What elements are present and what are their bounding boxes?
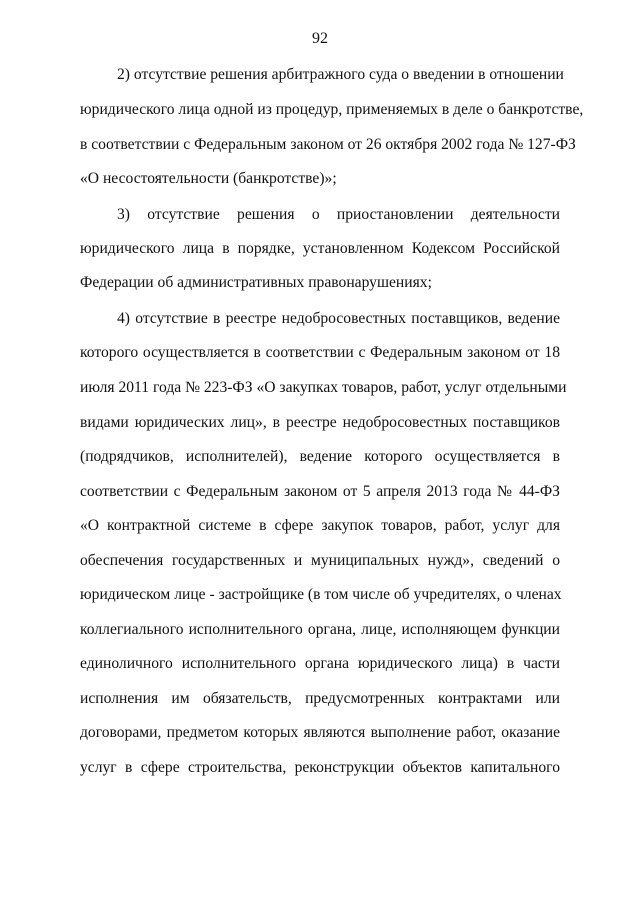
text-line: исполнения им обязательств, предусмотренных контрактами или: [80, 690, 560, 707]
text-line: в соответствии с Федеральным законом от 26 октября 2002 года № 127-ФЗ: [80, 136, 576, 153]
text-line: июля 2011 года № 223-ФЗ «О закупках товаров, работ, услуг отдельными: [80, 379, 567, 396]
text-line: «О несостоятельности (банкротстве)»;: [80, 170, 337, 187]
text-line: юридического лица одной из процедур, применяемых в деле о банкротстве,: [80, 101, 584, 118]
text-line: «О контрактной системе в сфере закупок товаров, работ, услуг для: [80, 517, 560, 534]
text-line: юридическом лице - застройщике (в том числе об учредителях, о членах: [80, 586, 562, 603]
text-line: которого осуществляется в соответствии с Федеральным законом от 18: [80, 344, 560, 361]
text-line: 3) отсутствие решения о приостановлении деятельности: [117, 206, 560, 223]
text-line: соответствии с Федеральным законом от 5 апреля 2013 года № 44-ФЗ: [80, 483, 560, 500]
text-line: единоличного исполнительного органа юридического лица) в части: [80, 655, 560, 672]
text-line: видами юридических лиц», в реестре недобросовестных поставщиков: [80, 414, 560, 431]
text-line: (подрядчиков, исполнителей), ведение которого осуществляется в: [80, 448, 560, 465]
text-line: Федерации об административных правонарушениях;: [80, 274, 432, 291]
text-line: 2) отсутствие решения арбитражного суда о введении в отношении: [117, 66, 564, 83]
page-number: 92: [312, 30, 328, 47]
text-line: коллегиального исполнительного органа, лице, исполняющем функции: [80, 621, 560, 638]
text-line: услуг в сфере строительства, реконструкции объектов капитального: [80, 759, 560, 776]
text-line: обеспечения государственных и муниципальных нужд», сведений о: [80, 552, 560, 569]
text-line: 4) отсутствие в реестре недобросовестных поставщиков, ведение: [117, 310, 560, 327]
text-line: юридического лица в порядке, установленном Кодексом Российской: [80, 240, 560, 257]
text-line: договорами, предметом которых являются выполнение работ, оказание: [80, 724, 560, 741]
